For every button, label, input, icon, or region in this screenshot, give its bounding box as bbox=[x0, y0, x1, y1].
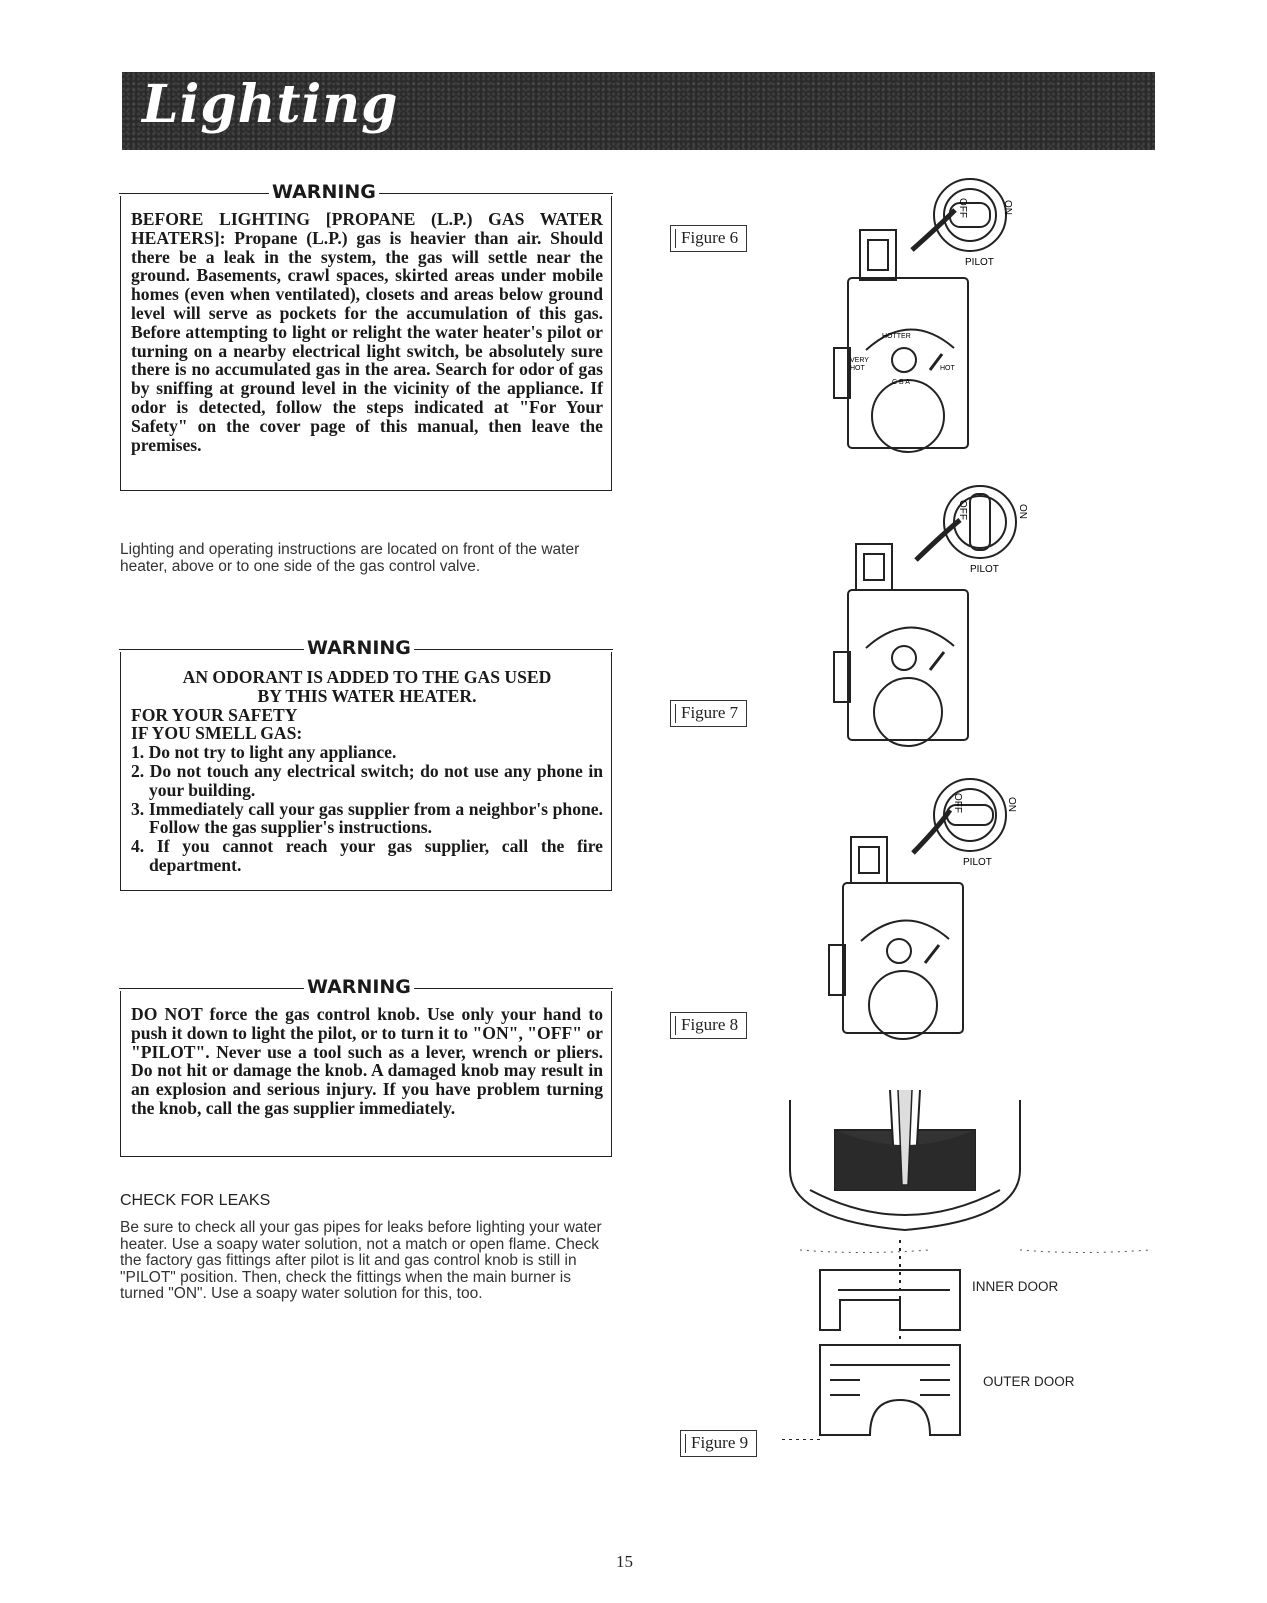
svg-text:ON: ON bbox=[1006, 797, 1017, 812]
warning-text-knob: DO NOT force the gas control knob. Use only your hand to push it down to light the pilot, or to turn it to "ON", "OFF" or "PILOT". Never use a tool such as a lever, wrench or pliers. Do not hit or damage the knob. A damaged knob may result in an explosion and serious injury. If you have problem turning the knob, call the gas supplier immediately. bbox=[131, 1004, 603, 1118]
intro-paragraph: Lighting and operating instructions are located on front of the water heater, above or to one side of the gas control valve. bbox=[120, 541, 580, 575]
list-item: 4. If you cannot reach your gas supplier, call the fire department. bbox=[131, 836, 603, 875]
svg-text:PILOT: PILOT bbox=[970, 564, 999, 575]
warning-label: WARNING bbox=[304, 976, 414, 998]
odorant-line-2: BY THIS WATER HEATER. bbox=[257, 685, 477, 706]
svg-text:PILOT: PILOT bbox=[965, 257, 994, 268]
page-number: 15 bbox=[616, 1552, 633, 1571]
warning-box-propane bbox=[120, 181, 612, 491]
warning-box-odorant bbox=[120, 637, 612, 891]
svg-text:OFF: OFF bbox=[957, 198, 968, 218]
warning-text-propane: BEFORE LIGHTING [PROPANE (L.P.) GAS WATER HEATERS]: Propane (L.P.) gas is heavier than air. Should there be a leak in the system, the gas will settle near the ground. Basements, crawl spaces, skirted areas under mobile homes (even when ventilated), closets and areas below ground level will serve as pockets for the accumulation of this gas. Before attempting to light or relight the water heater's pilot or turning on a nearby electrical light switch, be absolutely sure there is no accumulated gas in the area. Search for odor of gas by sniffing at ground level in the vicinity of the appliance. If odor is detected, follow the steps indicated at "For Your Safety" on the cover page of this manual, then leave the premises. bbox=[131, 209, 603, 455]
svg-text:ON: ON bbox=[1017, 504, 1028, 519]
svg-text:VERY: VERY bbox=[850, 357, 869, 364]
svg-text:HOT: HOT bbox=[850, 365, 865, 372]
figure-8-label: Figure 8 bbox=[670, 1012, 747, 1039]
title-banner bbox=[122, 72, 1155, 150]
page-title: Lighting bbox=[142, 74, 399, 135]
gas-valve-figure-6 bbox=[820, 170, 1060, 465]
gas-valve-figure-7 bbox=[820, 472, 1060, 772]
svg-text:HOT: HOT bbox=[940, 365, 955, 372]
check-leaks-heading: CHECK FOR LEAKS bbox=[120, 1192, 271, 1209]
warning-box-knob bbox=[120, 976, 612, 1157]
figure-6-label: Figure 6 bbox=[670, 225, 747, 252]
check-leaks-paragraph: Be sure to check all your gas pipes for leaks before lighting your water heater. Use a soapy water solution, not a match or open flame. Check the factory gas fittings after pilot is lit and gas control knob is still in "PILOT" position. Then, check the fittings when the main burner is turned "ON". Use a soapy water solution for this, too. bbox=[120, 1219, 602, 1302]
for-your-safety: FOR YOUR SAFETY bbox=[131, 704, 298, 725]
odorant-line-1: AN ODORANT IS ADDED TO THE GAS USED bbox=[182, 667, 552, 687]
warning-label: WARNING bbox=[269, 181, 379, 203]
list-item: 2. Do not touch any electrical switch; do not use any phone in your building. bbox=[131, 760, 603, 800]
warning-label: WARNING bbox=[304, 637, 414, 659]
svg-text:OFF: OFF bbox=[957, 500, 968, 520]
figure-9-label: Figure 9 bbox=[680, 1430, 757, 1457]
burner-doors-figure-9 bbox=[780, 1090, 1160, 1440]
svg-text:HOTTER: HOTTER bbox=[882, 333, 911, 340]
svg-text:ON: ON bbox=[1002, 200, 1013, 215]
figure-7-label: Figure 7 bbox=[670, 700, 747, 727]
if-you-smell-gas: IF YOU SMELL GAS: bbox=[131, 723, 303, 744]
list-item: 1. Do not try to light any appliance. bbox=[131, 742, 397, 763]
inner-door-label: INNER DOOR bbox=[972, 1279, 1059, 1294]
svg-text:C B A: C B A bbox=[892, 379, 910, 386]
safety-steps-list bbox=[131, 743, 603, 875]
list-item: 3. Immediately call your gas supplier from a neighbor's phone. Follow the gas supplier's instructions. bbox=[131, 798, 603, 838]
svg-text:OFF: OFF bbox=[952, 793, 963, 813]
gas-valve-figure-8 bbox=[815, 765, 1055, 1055]
outer-door-label: OUTER DOOR bbox=[983, 1374, 1075, 1389]
svg-text:PILOT: PILOT bbox=[963, 857, 992, 868]
